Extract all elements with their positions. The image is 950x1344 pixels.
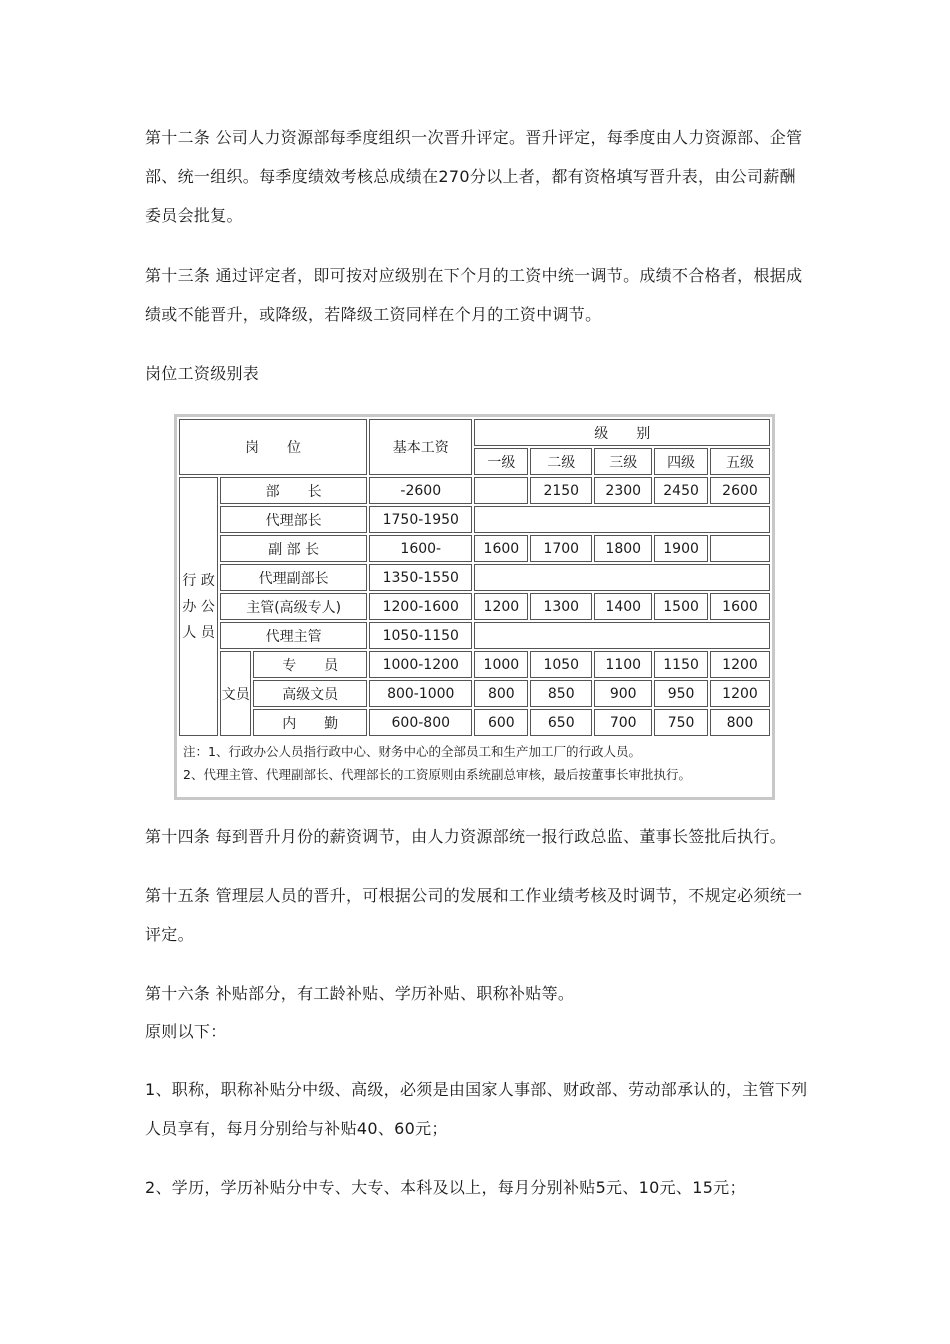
row-base: 1000-1200 — [369, 651, 472, 678]
row-base: -2600 — [369, 477, 472, 504]
row-name: 代理主管 — [220, 622, 367, 649]
table-notes — [177, 738, 772, 786]
cell-level-5: 1600 — [710, 593, 770, 620]
cell-level-1: 1000 — [474, 651, 528, 678]
header-level-1: 一级 — [474, 448, 528, 475]
cell-level-2: 1700 — [530, 535, 592, 562]
row-name: 副 部 长 — [220, 535, 367, 562]
row-name: 主管(高级专人) — [220, 593, 367, 620]
row-name: 代理副部长 — [220, 564, 367, 591]
header-position: 岗 位 — [179, 419, 367, 475]
note-2: 2、代理主管、代理副部长、代理部长的工资原则由系统副总审核，最后按董事长审批执行。 — [183, 767, 691, 782]
cell-level-3: 900 — [594, 680, 652, 707]
cell-level-2: 2150 — [530, 477, 592, 504]
paragraph-article-13: 第十三条 通过评定者，即可按对应级别在下个月的工资中统一调节。成绩不合格者，根据成绩或不能晋升，或降级，若降级工资同样在个月的工资中调节。 — [145, 266, 803, 324]
paragraph-item-2: 2、学历，学历补贴分中专、大专、本科及以上，每月分别补贴5元、10元、15元； — [145, 1178, 746, 1197]
row-base: 1050-1150 — [369, 622, 472, 649]
row-base: 800-1000 — [369, 680, 472, 707]
group-line-2: 办 公 — [182, 598, 215, 615]
cell-level-1: 800 — [474, 680, 528, 707]
paragraph-article-14: 第十四条 每到晋升月份的薪资调节，由人力资源部统一报行政总监、董事长签批后执行。 — [145, 827, 787, 846]
cell-level-2: 1050 — [530, 651, 592, 678]
group-line-3: 人 员 — [182, 624, 215, 641]
cell-empty-levels — [474, 622, 770, 649]
row-base: 1750-1950 — [369, 506, 472, 533]
row-base: 1200-1600 — [369, 593, 472, 620]
paragraph-principle: 原则以下： — [145, 1022, 227, 1041]
row-name: 部 长 — [220, 477, 367, 504]
cell-level-5: 1200 — [710, 651, 770, 678]
cell-level-5: 1200 — [710, 680, 770, 707]
cell-level-4: 1150 — [654, 651, 708, 678]
cell-level-3: 1800 — [594, 535, 652, 562]
cell-level-2: 1300 — [530, 593, 592, 620]
header-level-5: 五级 — [710, 448, 770, 475]
cell-empty-levels — [474, 564, 770, 591]
cell-level-5: 800 — [710, 709, 770, 736]
group-line-1: 行 政 — [182, 572, 215, 589]
cell-level-3: 700 — [594, 709, 652, 736]
header-level-3: 三级 — [594, 448, 652, 475]
paragraph-article-16: 第十六条 补贴部分，有工龄补贴、学历补贴、职称补贴等。 — [145, 984, 575, 1003]
cell-level-2: 850 — [530, 680, 592, 707]
header-level: 级 别 — [474, 419, 770, 446]
cell-level-1 — [474, 477, 528, 504]
subgroup-clerk: 文员 — [220, 651, 251, 736]
cell-empty-levels — [474, 506, 770, 533]
header-level-2: 二级 — [530, 448, 592, 475]
cell-level-4: 1500 — [654, 593, 708, 620]
cell-level-4: 1900 — [654, 535, 708, 562]
cell-level-3: 1100 — [594, 651, 652, 678]
cell-level-3: 1400 — [594, 593, 652, 620]
note-1: 注：1、行政办公人员指行政中心、财务中心的全部员工和生产加工厂的行政人员。 — [183, 744, 641, 759]
cell-level-4: 750 — [654, 709, 708, 736]
cell-level-3: 2300 — [594, 477, 652, 504]
cell-level-5: 2600 — [710, 477, 770, 504]
row-base: 1600- — [369, 535, 472, 562]
header-base-salary: 基本工资 — [369, 419, 472, 475]
cell-level-4: 950 — [654, 680, 708, 707]
salary-level-table — [174, 414, 775, 800]
cell-level-4: 2450 — [654, 477, 708, 504]
header-level-4: 四级 — [654, 448, 708, 475]
row-base: 600-800 — [369, 709, 472, 736]
cell-level-2: 650 — [530, 709, 592, 736]
paragraph-article-12: 第十二条 公司人力资源部每季度组织一次晋升评定。晋升评定，每季度由人力资源部、企管部、统一组织。每季度绩效考核总成绩在270分以上者，都有资格填写晋升表，由公司薪酬委员会批复。 — [145, 128, 803, 225]
row-name: 内 勤 — [253, 709, 367, 736]
table-title: 岗位工资级别表 — [145, 364, 260, 383]
cell-level-1: 1200 — [474, 593, 528, 620]
group-admin-staff — [179, 477, 218, 736]
row-name: 专 员 — [253, 651, 367, 678]
paragraph-article-15: 第十五条 管理层人员的晋升，可根据公司的发展和工作业绩考核及时调节，不规定必须统一评定。 — [145, 886, 803, 944]
paragraph-item-1: 1、职称，职称补贴分中级、高级，必须是由国家人事部、财政部、劳动部承认的，主管下列人员享有，每月分别给与补贴40、60元； — [145, 1080, 808, 1138]
row-base: 1350-1550 — [369, 564, 472, 591]
cell-level-1: 1600 — [474, 535, 528, 562]
cell-level-1: 600 — [474, 709, 528, 736]
cell-level-5 — [710, 535, 770, 562]
row-name: 代理部长 — [220, 506, 367, 533]
row-name: 高级文员 — [253, 680, 367, 707]
